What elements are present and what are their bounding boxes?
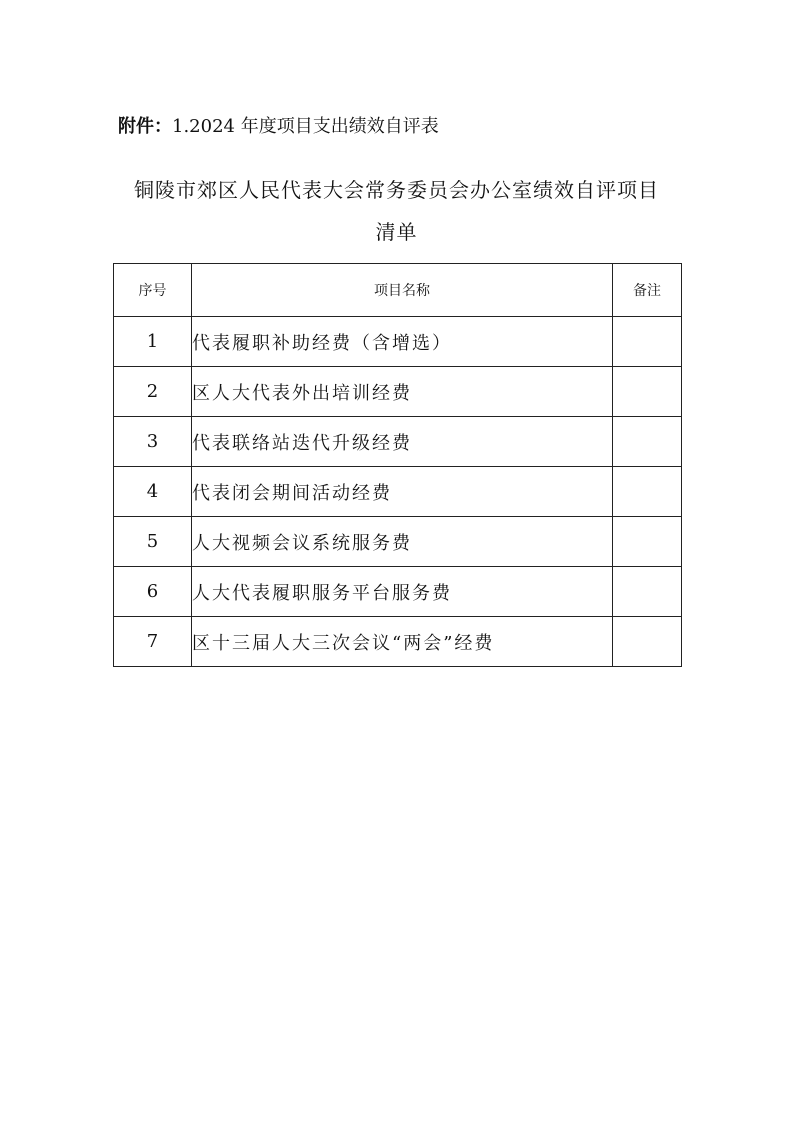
document-title-line-2: 清单 xyxy=(375,220,418,244)
row-remarks xyxy=(613,517,682,567)
row-project-name: 区十三届人大三次会议“两会”经费 xyxy=(192,617,613,667)
table-row xyxy=(114,317,682,367)
attachment-label: 附件： xyxy=(118,116,172,137)
row-project-name: 人大视频会议系统服务费 xyxy=(192,517,613,567)
table-row xyxy=(114,467,682,517)
row-remarks xyxy=(613,367,682,417)
table-row xyxy=(114,567,682,617)
project-list-table xyxy=(113,263,682,667)
row-remarks xyxy=(613,317,682,367)
row-serial-number: 1 xyxy=(114,317,192,367)
header-remarks: 备注 xyxy=(613,264,682,317)
row-remarks xyxy=(613,467,682,517)
row-project-name: 区人大代表外出培训经费 xyxy=(192,367,613,417)
row-project-name: 代表联络站迭代升级经费 xyxy=(192,417,613,467)
table-row xyxy=(114,517,682,567)
row-project-name: 人大代表履职服务平台服务费 xyxy=(192,567,613,617)
row-project-name: 代表闭会期间活动经费 xyxy=(192,467,613,517)
table-row xyxy=(114,417,682,467)
row-project-name: 代表履职补助经费（含增选） xyxy=(192,317,613,367)
table-header-row xyxy=(114,264,682,317)
row-remarks xyxy=(613,617,682,667)
row-serial-number: 3 xyxy=(114,417,192,467)
table-row xyxy=(114,617,682,667)
row-serial-number: 2 xyxy=(114,367,192,417)
attachment-title: 1.2024 年度项目支出绩效自评表 xyxy=(172,116,439,137)
row-serial-number: 7 xyxy=(114,617,192,667)
document-title-line-1: 铜陵市郊区人民代表大会常务委员会办公室绩效自评项目 xyxy=(134,178,659,202)
row-remarks xyxy=(613,567,682,617)
row-remarks xyxy=(613,417,682,467)
table-row xyxy=(114,367,682,417)
row-serial-number: 5 xyxy=(114,517,192,567)
header-project-name: 项目名称 xyxy=(192,264,613,317)
header-serial-number: 序号 xyxy=(114,264,192,317)
row-serial-number: 6 xyxy=(114,567,192,617)
row-serial-number: 4 xyxy=(114,467,192,517)
attachment-heading xyxy=(118,114,439,140)
